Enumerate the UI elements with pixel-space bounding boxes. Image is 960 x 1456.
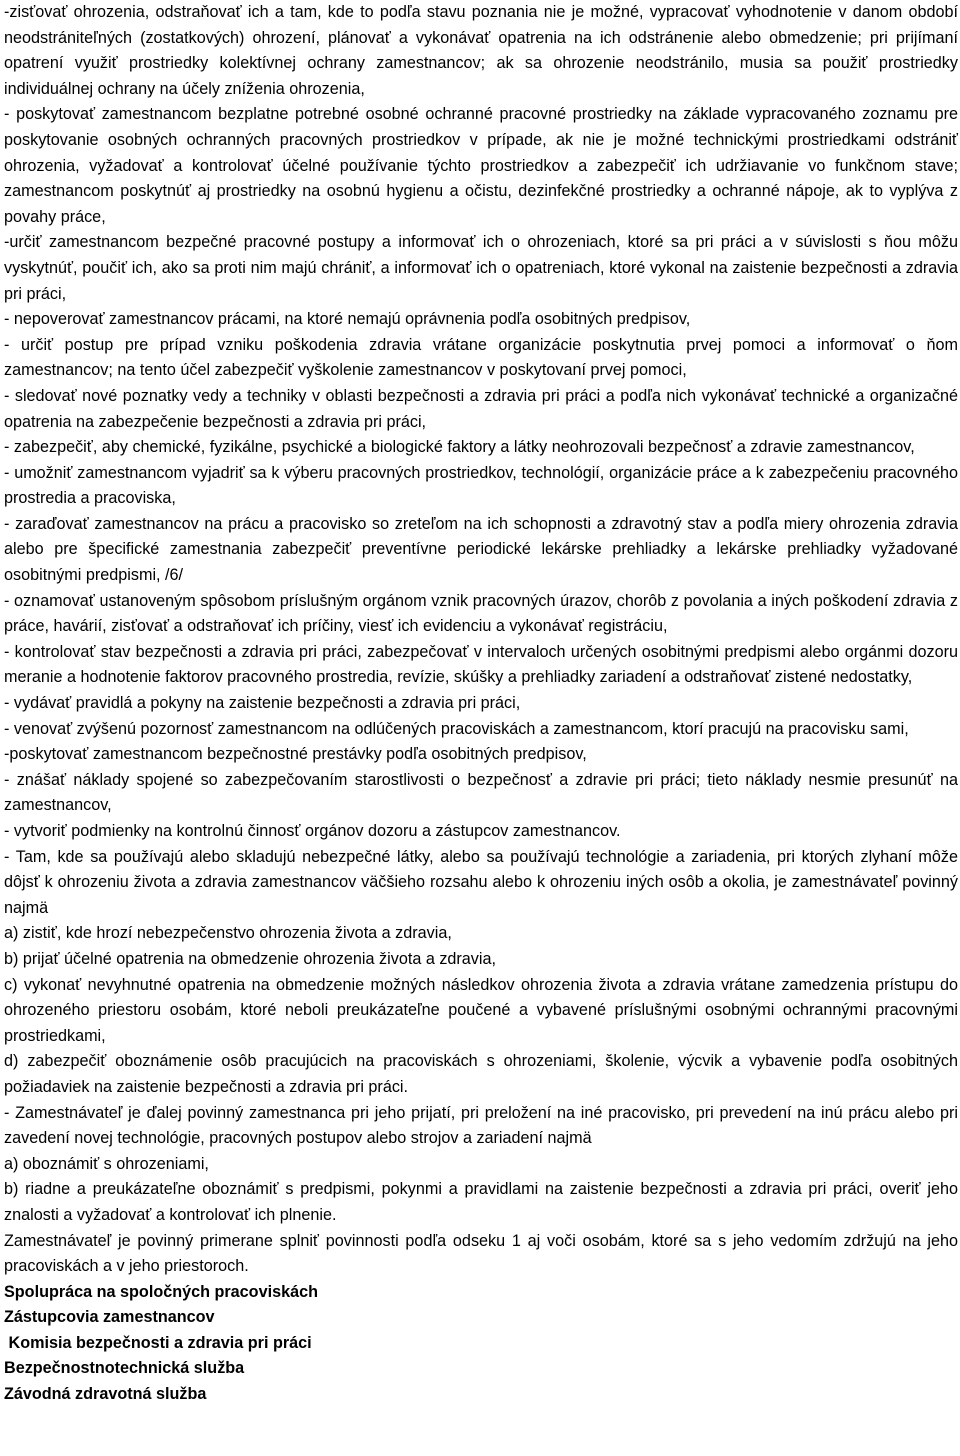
paragraph-other-persons: Zamestnávateľ je povinný primerane splniť povinnosti podľa odseku 1 aj voči osobám, ktoré sa s jeho vedomím zdržujú na jeho pracoviskách a v jeho priestoroch. xyxy=(4,1231,958,1276)
paragraph-remote-workers: - venovať zvýšenú pozornosť zamestnancom na odlúčených pracoviskách a zamestnancom, ktorí pracujú na pracovisku sami, xyxy=(4,719,909,738)
heading-safety-commission: Komisia bezpečnosti a zdravia pri práci xyxy=(4,1333,312,1352)
list-item-c-consequences: c) vykonať nevyhnutné opatrenia na obmedzenie možných následkov ohrozenia života a zdravia vrátane zamedzenia prístupu do ohrozeného priestoru osobám, ktoré neboli preukázateľne poučené a vybavené príslušnými osobnými ochrannými pracovnými prostriedkami, xyxy=(4,975,958,1045)
paragraph-science-technology: - sledovať nové poznatky vedy a techniky v oblasti bezpečnosti a zdravia pri práci a podľa nich vykonávať technické a organizačné opatrenia na zabezpečenie bezpečnosti a zdravia pri práci, xyxy=(4,386,958,431)
paragraph-employer-duties: - Zamestnávateľ je ďalej povinný zamestnanca pri jeho prijatí, pri preložení na iné pracovisko, pri prevedení na inú prácu alebo pri zavedení novej technológie, pracovných postupov alebo strojov a zariadení najmä xyxy=(4,1103,958,1148)
list-item-b-measures: b) prijať účelné opatrenia na obmedzenie ohrozenia života a zdravia, xyxy=(4,949,496,968)
paragraph-protective-equipment: - poskytovať zamestnancom bezplatne potrebné osobné ochranné pracovné prostriedky na základe vypracovaného zoznamu pre poskytovanie osobných ochranných pracovných prostriedkov v prípade, ak nie je možné technickými prostriedkami odstrániť ohrozenia, vyžadovať a kontrolovať účelné používanie týchto prostriedkov a zabezpečiť ich udržiavanie vo funkčnom stave; zamestnancom poskytnúť aj prostriedky na osobnú hygienu a očistu, dezinfekčné prostriedky a ochranné nápoje, ak to vyplýva z povahy práce, xyxy=(4,105,958,226)
list-item-b-regulations: b) riadne a preukázateľne oboznámiť s predpismi, pokynmi a pravidlami na zaistenie bezpečnosti a zdravia pri práci, overiť jeho znalosti a vyžadovať a kontrolovať ich plnenie. xyxy=(4,1180,958,1224)
paragraph-safe-procedures: -určiť zamestnancom bezpečné pracovné postupy a informovať ich o ohrozeniach, ktoré sa pri práci a v súvislosti s ňou môžu vyskytnúť, poučiť ich, ako sa proti nim majú chrániť, a informovať ich o opatreniach, ktoré vykonal na zaistenie bezpečnosti a zdravia pri práci, xyxy=(4,233,958,303)
heading-safety-technical-service: Bezpečnostnotechnická služba xyxy=(4,1359,245,1378)
paragraph-chemical-factors: - zabezpečiť, aby chemické, fyzikálne, psychické a biologické faktory a látky neohrozovali bezpečnosť a zdravie zamestnancov, xyxy=(4,438,915,457)
heading-shared-workplaces: Spolupráca na spoločných pracoviskách xyxy=(4,1282,318,1301)
paragraph-injury-reporting: - oznamovať ustanoveným spôsobom príslušným orgánom vznik pracovných úrazov, chorôb z povolania a iných poškodení zdravia z práce, havárií, zisťovať a odstraňovať ich príčiny, viesť ich evidenciu a vykonávať registráciu, xyxy=(4,591,958,636)
paragraph-dangerous-substances: - Tam, kde sa používajú alebo skladujú nebezpečné látky, alebo sa používajú technológie a zariadenia, pri ktorých zlyhaní môže dôjsť k ohrozeniu života a zdravia zamestnancov väčšieho rozsahu alebo k ohrozeniu iných osôb a okolia, je zamestnávateľ povinný najmä xyxy=(4,847,958,917)
paragraph-rules-instructions: - vydávať pravidlá a pokyny na zaistenie bezpečnosti a zdravia pri práci, xyxy=(4,694,521,713)
paragraph-supervision: - vytvoriť podmienky na kontrolnú činnosť orgánov dozoru a zástupcov zamestnancov. xyxy=(4,822,621,840)
list-item-a-inform-hazards: a) oboznámiť s ohrozeniami, xyxy=(4,1154,209,1173)
paragraph-no-unqualified-work: - nepoverovať zamestnancov prácami, na ktoré nemajú oprávnenia podľa osobitných predpisov, xyxy=(4,310,691,329)
paragraph-safety-inspection: - kontrolovať stav bezpečnosti a zdravia pri práci, zabezpečovať v intervaloch určených osobitnými predpismi alebo orgánmi dozoru meranie a hodnotenie faktorov pracovného prostredia, revízie, skúšky a prehliadky zariadení a odstraňovať zistené nedostatky, xyxy=(4,642,958,687)
list-item-a-identify-danger: a) zistiť, kde hrozí nebezpečenstvo ohrozenia života a zdravia, xyxy=(4,924,452,943)
paragraph-costs: - znášať náklady spojené so zabezpečovaním starostlivosti o bezpečnosť a zdravie pri práci; tieto náklady nesmie presunúť na zamestnancov, xyxy=(4,770,958,815)
heading-occupational-health-service: Závodná zdravotná služba xyxy=(4,1385,207,1404)
paragraph-first-aid: - určiť postup pre prípad vzniku poškodenia zdravia vrátane organizácie poskytnutia prvej pomoci a informovať o ňom zamestnancov; na tento účel zabezpečiť vyškolenie zamestnancov v poskytovaní prvej pomoci, xyxy=(4,335,958,380)
paragraph-identify-hazards: -zisťovať ohrozenia, odstraňovať ich a tam, kde to podľa stavu poznania nie je možné, vypracovať vyhodnotenie v danom období neodstrániteľných (zostatkových) ohrození, plánovať a vykonávať opatrenia na ich odstránenie alebo obmedzenie; pri prijímaní opatrení využiť prostriedky kolektívnej ochrany zamestnancov; ak sa ohrozenie neodstránilo, musia sa použiť prostriedky individuálnej ochrany na účely zníženia ohrozenia, xyxy=(4,3,958,98)
paragraph-employee-input: - umožniť zamestnancom vyjadriť sa k výberu pracovných prostriedkov, technológií, organizácie práce a k zabezpečeniu pracovného prostredia a pracoviska, xyxy=(4,463,958,508)
paragraph-safety-breaks: -poskytovať zamestnancom bezpečnostné prestávky podľa osobitných predpisov, xyxy=(4,745,587,764)
list-item-d-training: d) zabezpečiť oboznámenie osôb pracujúcich na pracoviskách s ohrozeniami, školenie, výcvik a vybavenie podľa osobitných požiadaviek na zaistenie bezpečnosti a zdravia pri práci. xyxy=(4,1052,958,1096)
heading-employee-representatives: Zástupcovia zamestnancov xyxy=(4,1308,215,1327)
paragraph-medical-checks: - zaraďovať zamestnancov na prácu a pracovisko so zreteľom na ich schopnosti a zdravotný stav a podľa miery ohrozenia zdravia alebo pre špecifické zamestnania zabezpečiť preventívne periodické lekárske prehliadky a lekárske prehliadky vyžadované osobitnými predpismi, /6/ xyxy=(4,514,958,585)
